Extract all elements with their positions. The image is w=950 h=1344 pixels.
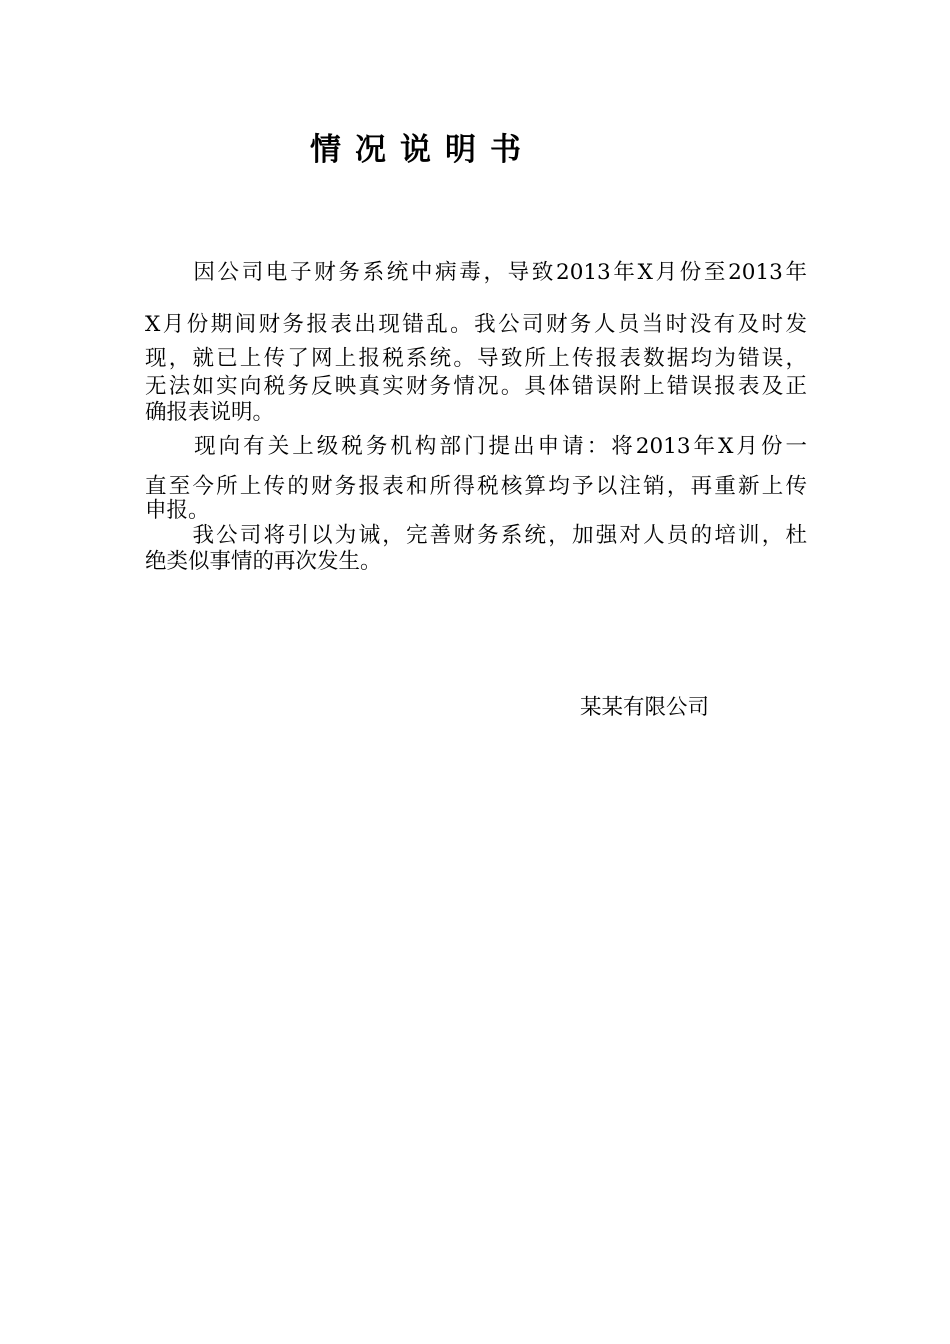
paragraph-3-line-1: 我公司将引以为诫，完善财务系统，加强对人员的培训，杜: [145, 523, 807, 548]
paragraph-1-line-1: 因公司电子财务系统中病毒，导致2013年X月份至2013年: [145, 260, 807, 285]
company-signature: 某某有限公司: [580, 695, 710, 720]
paragraph-2-line-1: 现向有关上级税务机构部门提出申请：将2013年X月份一: [145, 434, 807, 459]
document-title: 情况说明书: [310, 132, 535, 168]
paragraph-1-line-2: X月份期间财务报表出现错乱。我公司财务人员当时没有及时发: [145, 312, 807, 337]
paragraph-2-line-2: 直至今所上传的财务报表和所得税核算均予以注销，再重新上传: [145, 474, 807, 499]
paragraph-1-line-5: 确报表说明。: [145, 400, 275, 425]
paragraph-1-line-3: 现，就已上传了网上报税系统。导致所上传报表数据均为错误，: [145, 346, 807, 371]
paragraph-1-line-4: 无法如实向税务反映真实财务情况。具体错误附上错误报表及正: [145, 374, 807, 399]
paragraph-3-line-2: 绝类似事情的再次发生。: [145, 549, 382, 574]
paragraph-2-line-3: 申报。: [145, 498, 210, 523]
